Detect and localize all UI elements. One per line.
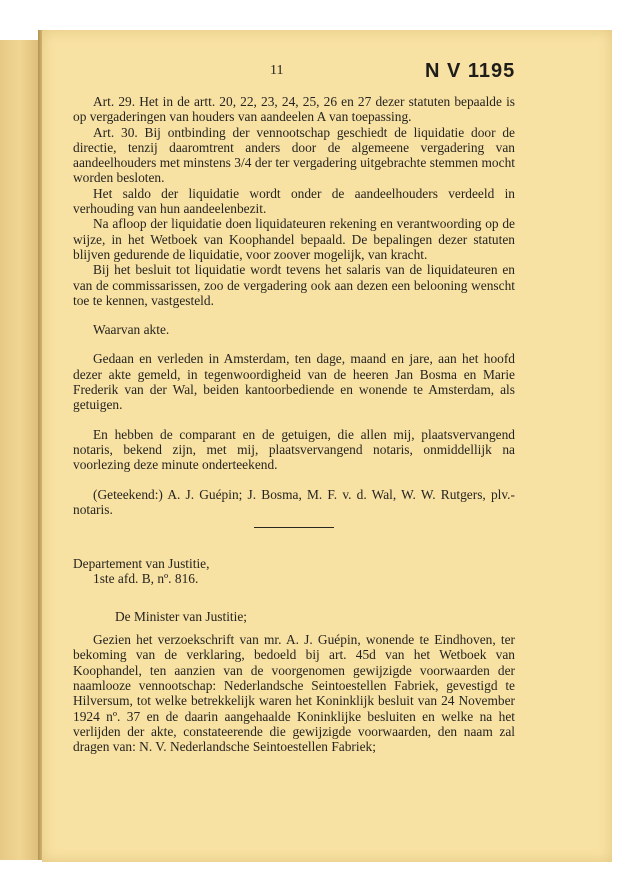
article-29: Art. 29. Het in de artt. 20, 22, 23, 24, 25, 26 en 27 dezer statuten bepaalde is op vergaderingen van houders van aandeelen A van toepassing.: [73, 94, 515, 125]
gezien-paragraph: Gezien het verzoekschrift van mr. A. J. Guépin, wonende te Eindhoven, ter bekoming van de verklaring, bedoeld bij art. 45d van het Wetboek van Koophandel, ten aanzien van de voorgenomen gewijzigde voorwaarden der naamlooze vennootschap: Nederlandsche Seintoestellen Fabriek, gevestigd te Hilversum, tot welke betrekkelijk waren het Koninklijk besluit van 24 November 1924 nº. 37 en de daarin aangehaalde Koninklijke besluiten en welke na het verlijden der akte, constateerende die gewijzigde voorwaarden, den naam zal dragen van: N. V. Nederlandsche Seintoestellen Fabriek;: [73, 632, 515, 755]
gedaan-paragraph: Gedaan en verleden in Amsterdam, ten dage, maand en jare, aan het hoofd dezer akte gemeld, in tegenwoordigheid van de heeren Jan Bosma en Marie Frederik van der Wal, beiden kantoorbediende en wonende te Amsterdam, als getuigen.: [73, 351, 515, 413]
liquidation-saldo: Het saldo der liquidatie wordt onder de aandeelhouders verdeeld in verhouding van hun aandeelenbezit.: [73, 185, 515, 217]
left-page-edge: [0, 40, 41, 860]
article-30: Art. 30. Bij ontbinding der vennootschap geschiedt de liquidatie door de directie, tenzij daaromtrent anders door de algemeene vergadering van aandeelhouders met minstens 3/4 der ter vergadering uitgebrachte stemmen mocht worden besloten.: [73, 124, 515, 186]
department-reference: 1ste afd. B, nº. 816.: [93, 571, 199, 587]
liquidation-accounting: Na afloop der liquidatie doen liquidateuren rekening en verantwoording op de wijze, in het Wetboek van Koophandel bepaald. De bepalingen dezer statuten blijven gedurende de liquidatie, voor zoover mogelijk, van kracht.: [73, 216, 515, 262]
background-strip: [0, 862, 638, 894]
page-number: 11: [270, 63, 284, 78]
document-stamp: N V 1195: [425, 60, 516, 82]
hebben-paragraph: En hebben de comparant en de getuigen, die allen mij, plaatsvervangend notaris, bekend zijn, met mij, plaatsvervangend notaris, onmiddellijk na voorlezing deze minute onderteekend.: [73, 426, 515, 473]
liquidation-salary: Bij het besluit tot liquidatie wordt tevens het salaris van de liquidateuren en van de commissarissen, zoo de vergadering ook aan dezen een belooning wenscht toe te kennen, vastgesteld.: [73, 262, 515, 308]
department-line: Departement van Justitie,: [73, 556, 210, 572]
waarvan-akte: Waarvan akte.: [93, 322, 170, 338]
signature-line: (Geteekend:) A. J. Guépin; J. Bosma, M. F. v. d. Wal, W. W. Rutgers, plv.-notaris.: [73, 486, 515, 517]
document-text: [73, 94, 515, 754]
minister-heading: De Minister van Justitie;: [115, 608, 248, 624]
